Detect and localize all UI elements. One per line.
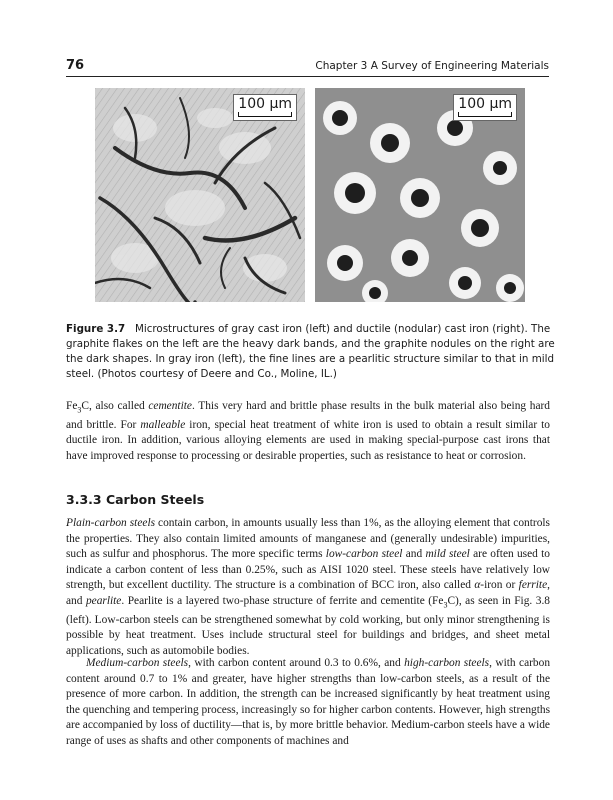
ductile-cast-iron-micrograph [315,88,525,302]
running-head: Chapter 3 A Survey of Engineering Materials [315,60,549,72]
paragraph-cementite: $Fe_3C$, also called cementite. This very hard and brittle phase results in the bulk material also being hard and brittle. For malleable iron, special heat treatment of white iron is used to obtain a result similar to ductile iron. In addition, various alloying elements are used in making special-purpose cast irons that have improved response to processing or desirable properties, such as resistance to heat or corrosion. [66,400,551,463]
figure-label: Figure 3.7 [66,323,126,335]
scale-bar-left [233,94,297,121]
scale-label-left: 100 μm [238,96,292,112]
gray-cast-iron-micrograph [95,88,305,302]
page-number: 76 [66,58,85,73]
paragraph-plain-carbon-steels: Plain-carbon steels contain carbon, in amounts usually less than 1%, as the alloying element that controls the properties. They also contain limited amounts of manganese and (generally undesirable) impurities, such as sulfur and phosphorus. The more specific terms low-carbon steel and mild steel are often used to indicate a carbon content of less than 0.25%, such as AISI 1020 steel. These steels have relatively low strength, but excellent ductility. The structure is a combination of BCC iron, also called α-iron or ferrite, and pearlite. Pearlite is a layered two-phase structure of ferrite and cementite $(Fe_3C)$, as seen in Fig. 3.8 (left). Low-carbon steels can be strengthened somewhat by cold working, but only minor strengthening is possible by heat treatment. Uses include structural steel for buildings and bridges, and sheet metal applications, such as automobile bodies. [66,517,550,658]
scale-bar-right [453,94,517,121]
page-header [66,58,549,77]
paragraph-medium-high-carbon-steels: Medium-carbon steels, with carbon content around 0.3 to 0.6%, and high-carbon steels, with carbon content around 0.7 to 1% and greater, have higher strengths than low-carbon steels, as a result of the presence of more carbon. In addition, the strength can be increased significantly by heat treatment using the quenching and tempering process, increasingly so for higher carbon contents. However, high strengths are accompanied by loss of ductility—that is, by more brittle behavior. Medium-carbon steels have a wide range of uses as shafts and other components of machines and [66,657,551,747]
figure-caption [66,322,556,382]
section-heading: 3.3.3 Carbon Steels [66,492,205,507]
scale-bar-line [238,112,292,117]
scale-bar-line [458,112,512,117]
scale-label-right: 100 μm [458,96,512,112]
figure-caption-text: Microstructures of gray cast iron (left) and ductile (nodular) cast iron (right). The graphite flakes on the left are the heavy dark bands, and the graphite nodules on the right are the dark shapes. In gray iron (left), the fine lines are a pearlitic structure similar to that in mild steel. (Photos courtesy of Deere and Co., Moline, IL.) [66,323,555,380]
